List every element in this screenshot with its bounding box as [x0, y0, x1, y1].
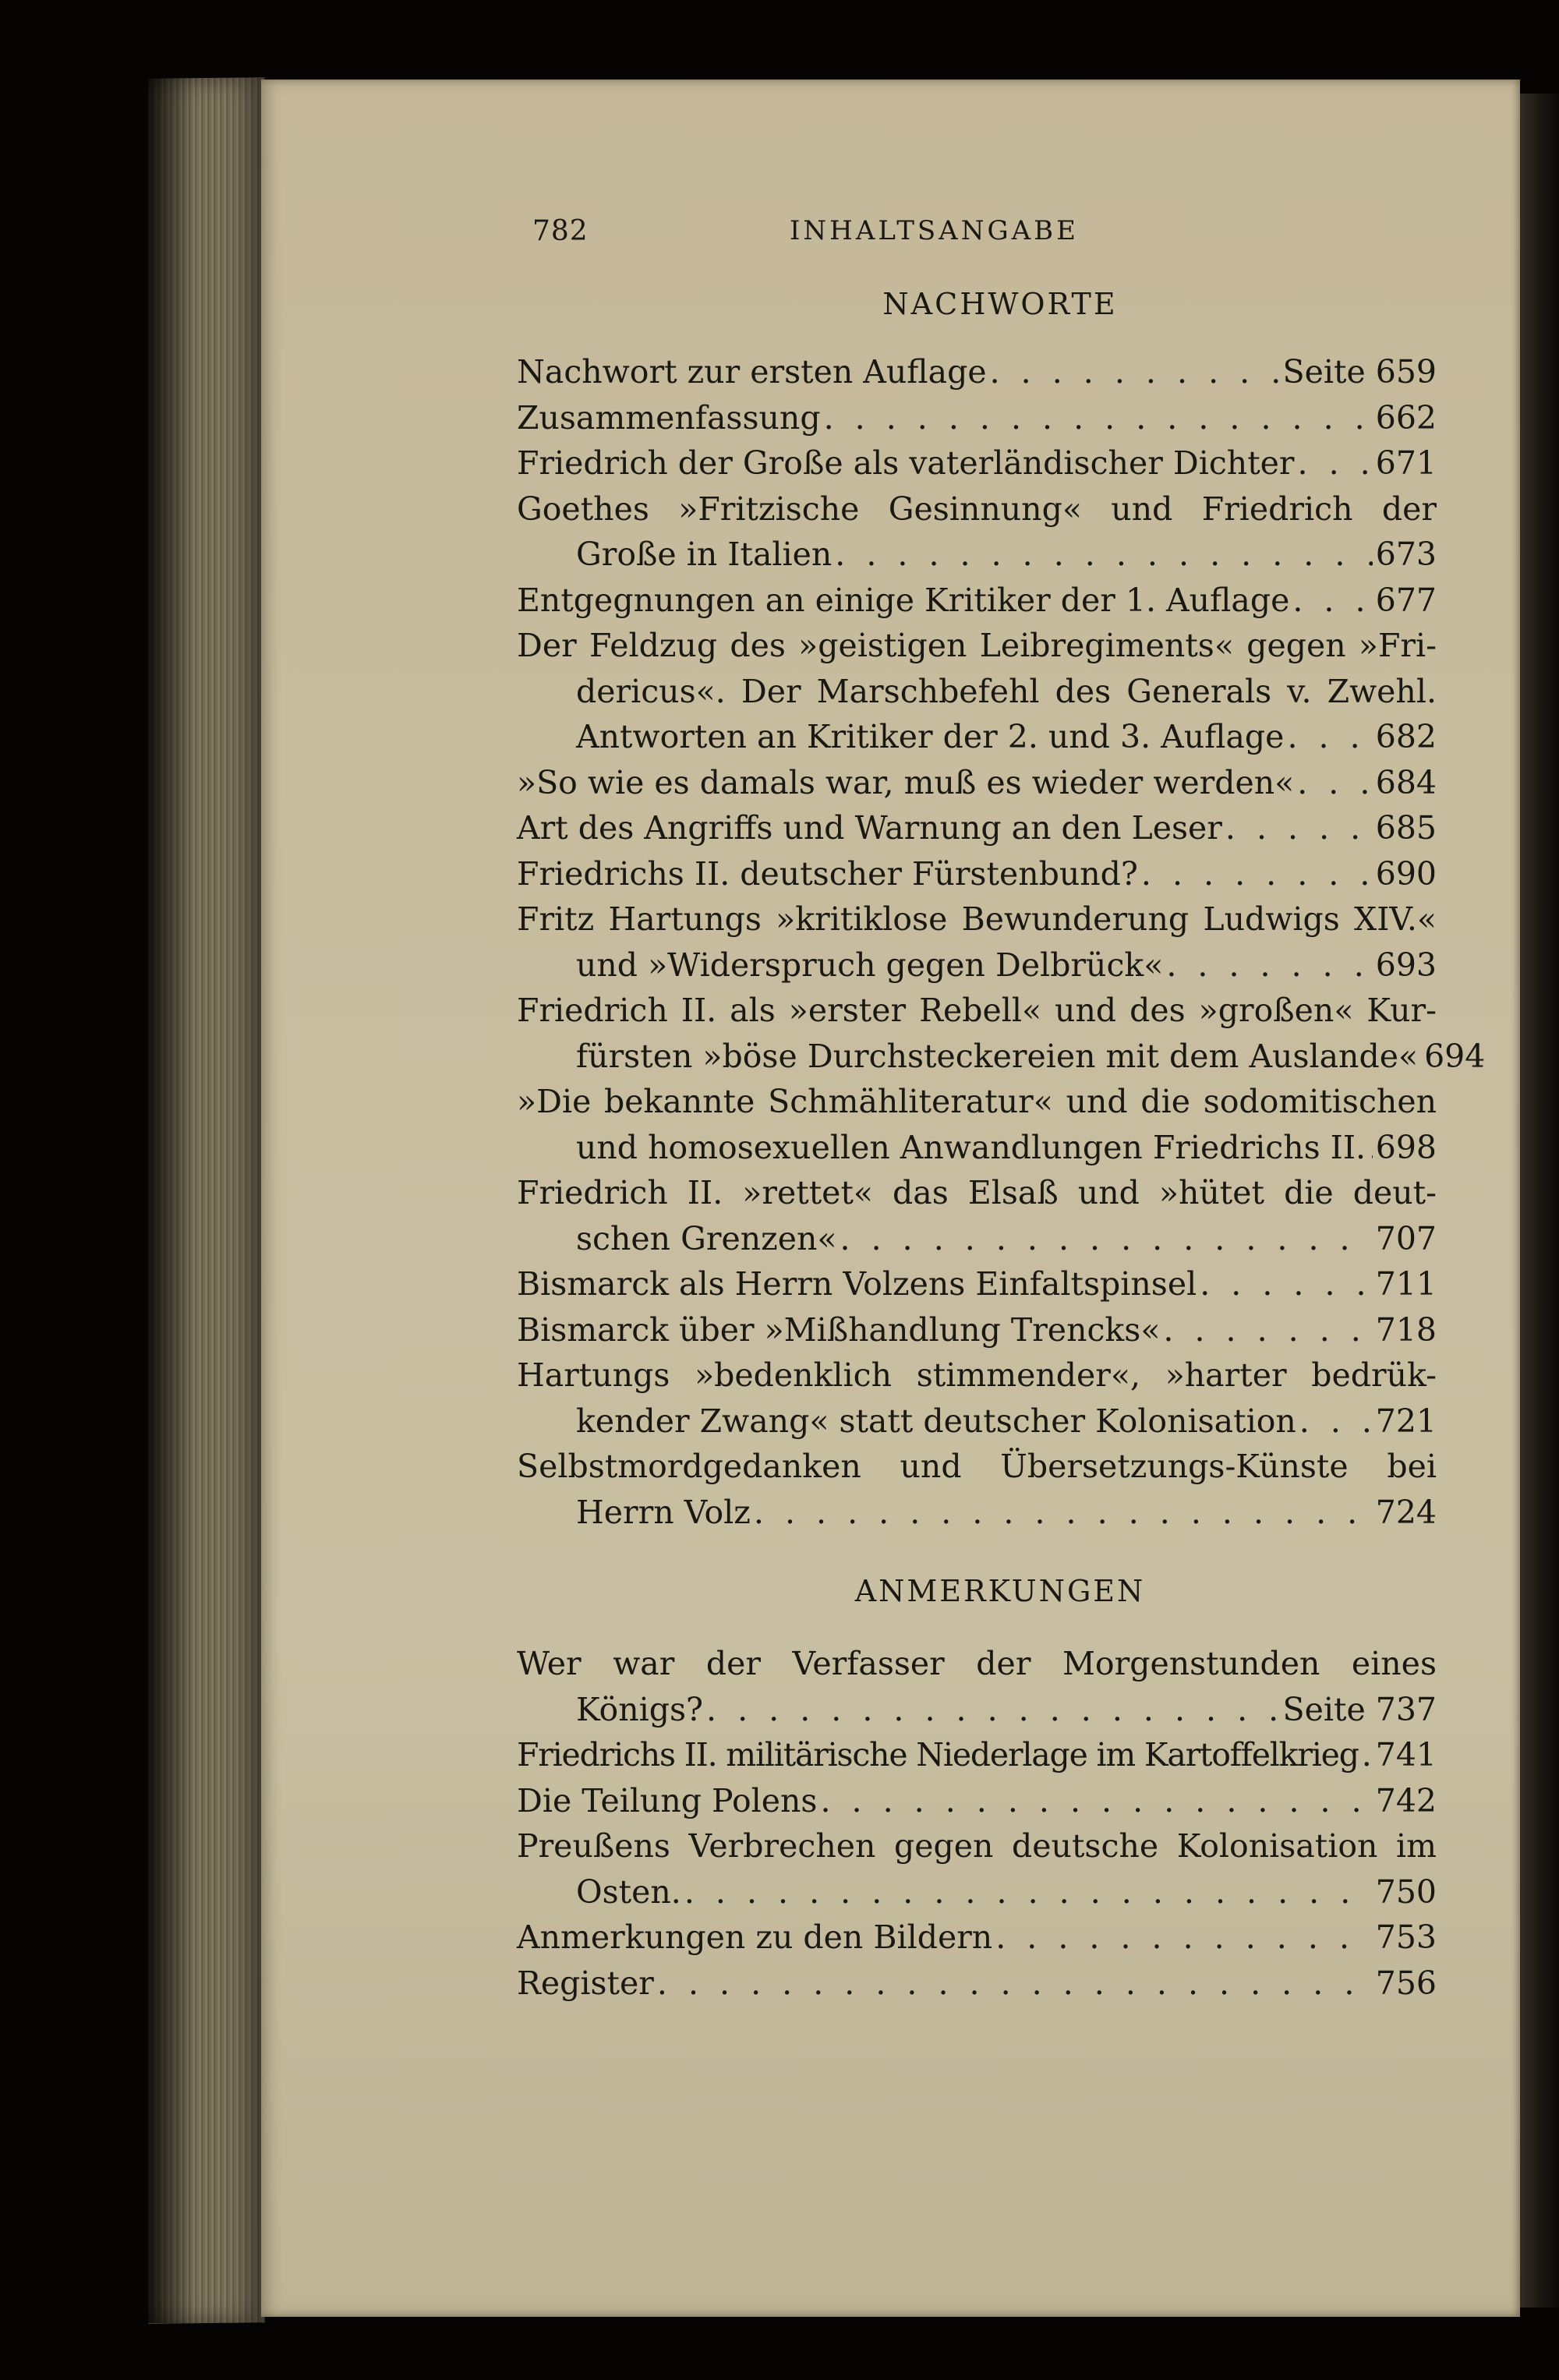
- entry-title: Herrn Volz: [576, 1493, 751, 1531]
- entry-page: 677: [1375, 581, 1437, 619]
- entry-title: schen Grenzen«: [576, 1219, 837, 1257]
- dot-leader: [1166, 942, 1372, 988]
- entry-title: Osten.: [576, 1873, 681, 1911]
- dot-leader: [684, 1869, 1373, 1915]
- dot-leader: [754, 1490, 1373, 1536]
- dot-leader: [1292, 578, 1372, 624]
- entry-page: 698: [1375, 1128, 1437, 1166]
- toc-entry: [517, 1079, 1437, 1170]
- entry-page: 662: [1375, 398, 1437, 437]
- toc-entry: [517, 1961, 1437, 2007]
- entry-page: 724: [1375, 1493, 1437, 1531]
- entry-line: dericus«. Der Marschbefehl des Generals v. Zwehl.: [576, 672, 1437, 710]
- toc-entry: [517, 1915, 1437, 1961]
- toc-entry: [517, 1823, 1437, 1915]
- dot-leader: [1369, 1125, 1373, 1171]
- toc-entry: [517, 1444, 1437, 1535]
- entry-page: 682: [1375, 718, 1437, 755]
- dot-leader: [1298, 440, 1373, 486]
- entry-page: 721: [1375, 1402, 1437, 1440]
- dot-leader: [840, 1216, 1373, 1262]
- entry-title: Anmerkungen zu den Bildern: [517, 1918, 993, 1956]
- entry-line: Friedrich II. als »erster Rebell« und des »großen« Kur-: [517, 992, 1437, 1029]
- entry-line: Wer war der Verfasser der Morgenstunden eines: [517, 1645, 1437, 1682]
- entry-page: 693: [1375, 946, 1437, 984]
- running-head: [517, 215, 1437, 256]
- dot-leader: [835, 532, 1372, 578]
- entry-title: Entgegnungen an einige Kritiker der 1. Auflage: [517, 581, 1290, 619]
- toc-entry: [517, 578, 1437, 624]
- entry-title: Die Teilung Polens: [517, 1781, 818, 1819]
- entry-line: Der Feldzug des »geistigen Leibregiments« gegen »Fri-: [517, 627, 1437, 664]
- toc-entry: [517, 1778, 1437, 1824]
- toc-list-anmerkungen: [517, 1641, 1437, 2006]
- entry-title: Zusammenfassung: [517, 398, 821, 437]
- dot-leader: [995, 1915, 1373, 1961]
- toc-entry: [517, 851, 1437, 897]
- entry-title: Nachwort zur ersten Auflage: [517, 353, 987, 391]
- table-of-contents: [517, 215, 1486, 2006]
- toc-entry: [517, 805, 1437, 851]
- entry-title: kender Zwang« statt deutscher Kolonisation: [576, 1402, 1296, 1440]
- toc-entry: [517, 988, 1486, 1079]
- section-title-nachworte: NACHWORTE: [882, 287, 1118, 321]
- running-title: INHALTSANGABE: [790, 215, 1079, 246]
- dot-leader: [820, 1778, 1372, 1824]
- toc-entry: [517, 1261, 1437, 1307]
- entry-line: Friedrich II. »rettet« das Elsaß und »hütet die deut-: [517, 1174, 1437, 1211]
- toc-entry: [517, 1641, 1437, 1732]
- entry-line: Goethes »Fritzische Gesinnung« und Friedrich der: [517, 490, 1437, 528]
- entry-title: und »Widerspruch gegen Delbrück«: [576, 946, 1164, 984]
- entry-page: Seite 659: [1282, 353, 1437, 391]
- entry-page: 684: [1375, 763, 1437, 801]
- dot-leader: [1297, 760, 1373, 806]
- gutter-shadow: [148, 78, 195, 2323]
- entry-page: 690: [1375, 854, 1437, 893]
- entry-title: Friedrichs II. militärische Niederlage im Kartoffelkrieg: [517, 1736, 1359, 1774]
- toc-entry: [517, 1307, 1437, 1353]
- toc-entry: [517, 1732, 1437, 1778]
- entry-page: 685: [1375, 809, 1437, 847]
- entry-page: 741: [1375, 1736, 1437, 1774]
- page-number: 782: [532, 215, 589, 247]
- dot-leader: [1141, 851, 1373, 897]
- dot-leader: [1225, 805, 1373, 851]
- entry-page: 718: [1375, 1310, 1437, 1349]
- entry-line: »Die bekannte Schmähliteratur« und die sodomitischen: [517, 1083, 1437, 1120]
- entry-page: 753: [1375, 1918, 1437, 1956]
- dot-leader: [657, 1961, 1373, 2007]
- entry-line: Selbstmordgedanken und Übersetzungs-Künste bei: [517, 1448, 1437, 1485]
- dot-leader: [1287, 714, 1372, 760]
- entry-page: 694: [1424, 1037, 1486, 1075]
- dot-leader: [1362, 1732, 1373, 1778]
- entry-page: 673: [1375, 536, 1437, 573]
- entry-title: »So wie es damals war, muß es wieder werden«: [517, 763, 1295, 801]
- dot-leader: [824, 395, 1373, 441]
- entry-title: Bismarck über »Mißhandlung Trencks«: [517, 1310, 1161, 1349]
- toc-entry: [517, 486, 1437, 578]
- entry-line: Fritz Hartungs »kritiklose Bewunderung Ludwigs XIV.«: [517, 900, 1437, 938]
- entry-page: 711: [1375, 1265, 1437, 1303]
- toc-list-nachworte: [517, 349, 1486, 1535]
- dot-leader: [706, 1687, 1280, 1733]
- toc-entry: [517, 1170, 1437, 1261]
- entry-title: Königs?: [576, 1690, 703, 1728]
- toc-entry: [517, 760, 1437, 806]
- toc-entry: [517, 440, 1437, 486]
- entry-title: Art des Angriffs und Warnung an den Leser: [517, 809, 1222, 847]
- entry-page: Seite 737: [1282, 1690, 1437, 1728]
- entry-title: Friedrichs II. deutscher Fürstenbund?: [517, 854, 1138, 893]
- dot-leader: [1299, 1399, 1373, 1445]
- entry-page: 756: [1375, 1964, 1437, 2002]
- entry-line: Preußens Verbrechen gegen deutsche Kolonisation im: [517, 1827, 1437, 1865]
- dot-leader: [990, 349, 1280, 395]
- toc-entry: [517, 896, 1437, 988]
- entry-page: 742: [1375, 1781, 1437, 1819]
- toc-entry: [517, 1353, 1437, 1444]
- entry-title: fürsten »böse Durchsteckereien mit dem Auslande«: [576, 1037, 1419, 1075]
- entry-title: Friedrich der Große als vaterländischer Dichter: [517, 444, 1295, 482]
- entry-title: Große in Italien: [576, 536, 833, 573]
- section-title-anmerkungen: ANMERKUNGEN: [854, 1574, 1146, 1608]
- dot-leader: [1200, 1261, 1373, 1307]
- entry-title: und homosexuellen Anwandlungen Friedrichs II.: [576, 1128, 1366, 1166]
- entry-line: Hartungs »bedenklich stimmender«, »harter bedrük-: [517, 1356, 1437, 1394]
- entry-page: 707: [1375, 1219, 1437, 1257]
- toc-entry: [517, 623, 1437, 760]
- entry-page: 750: [1375, 1873, 1437, 1911]
- entry-title: Register: [517, 1964, 654, 2002]
- dot-leader: [1163, 1307, 1372, 1353]
- entry-page: 671: [1375, 444, 1437, 482]
- entry-title: Antworten an Kritiker der 2. und 3. Auflage: [576, 718, 1285, 755]
- toc-entry: [517, 349, 1437, 395]
- toc-entry: [517, 395, 1437, 441]
- entry-title: Bismarck als Herrn Volzens Einfaltspinsel: [517, 1265, 1197, 1303]
